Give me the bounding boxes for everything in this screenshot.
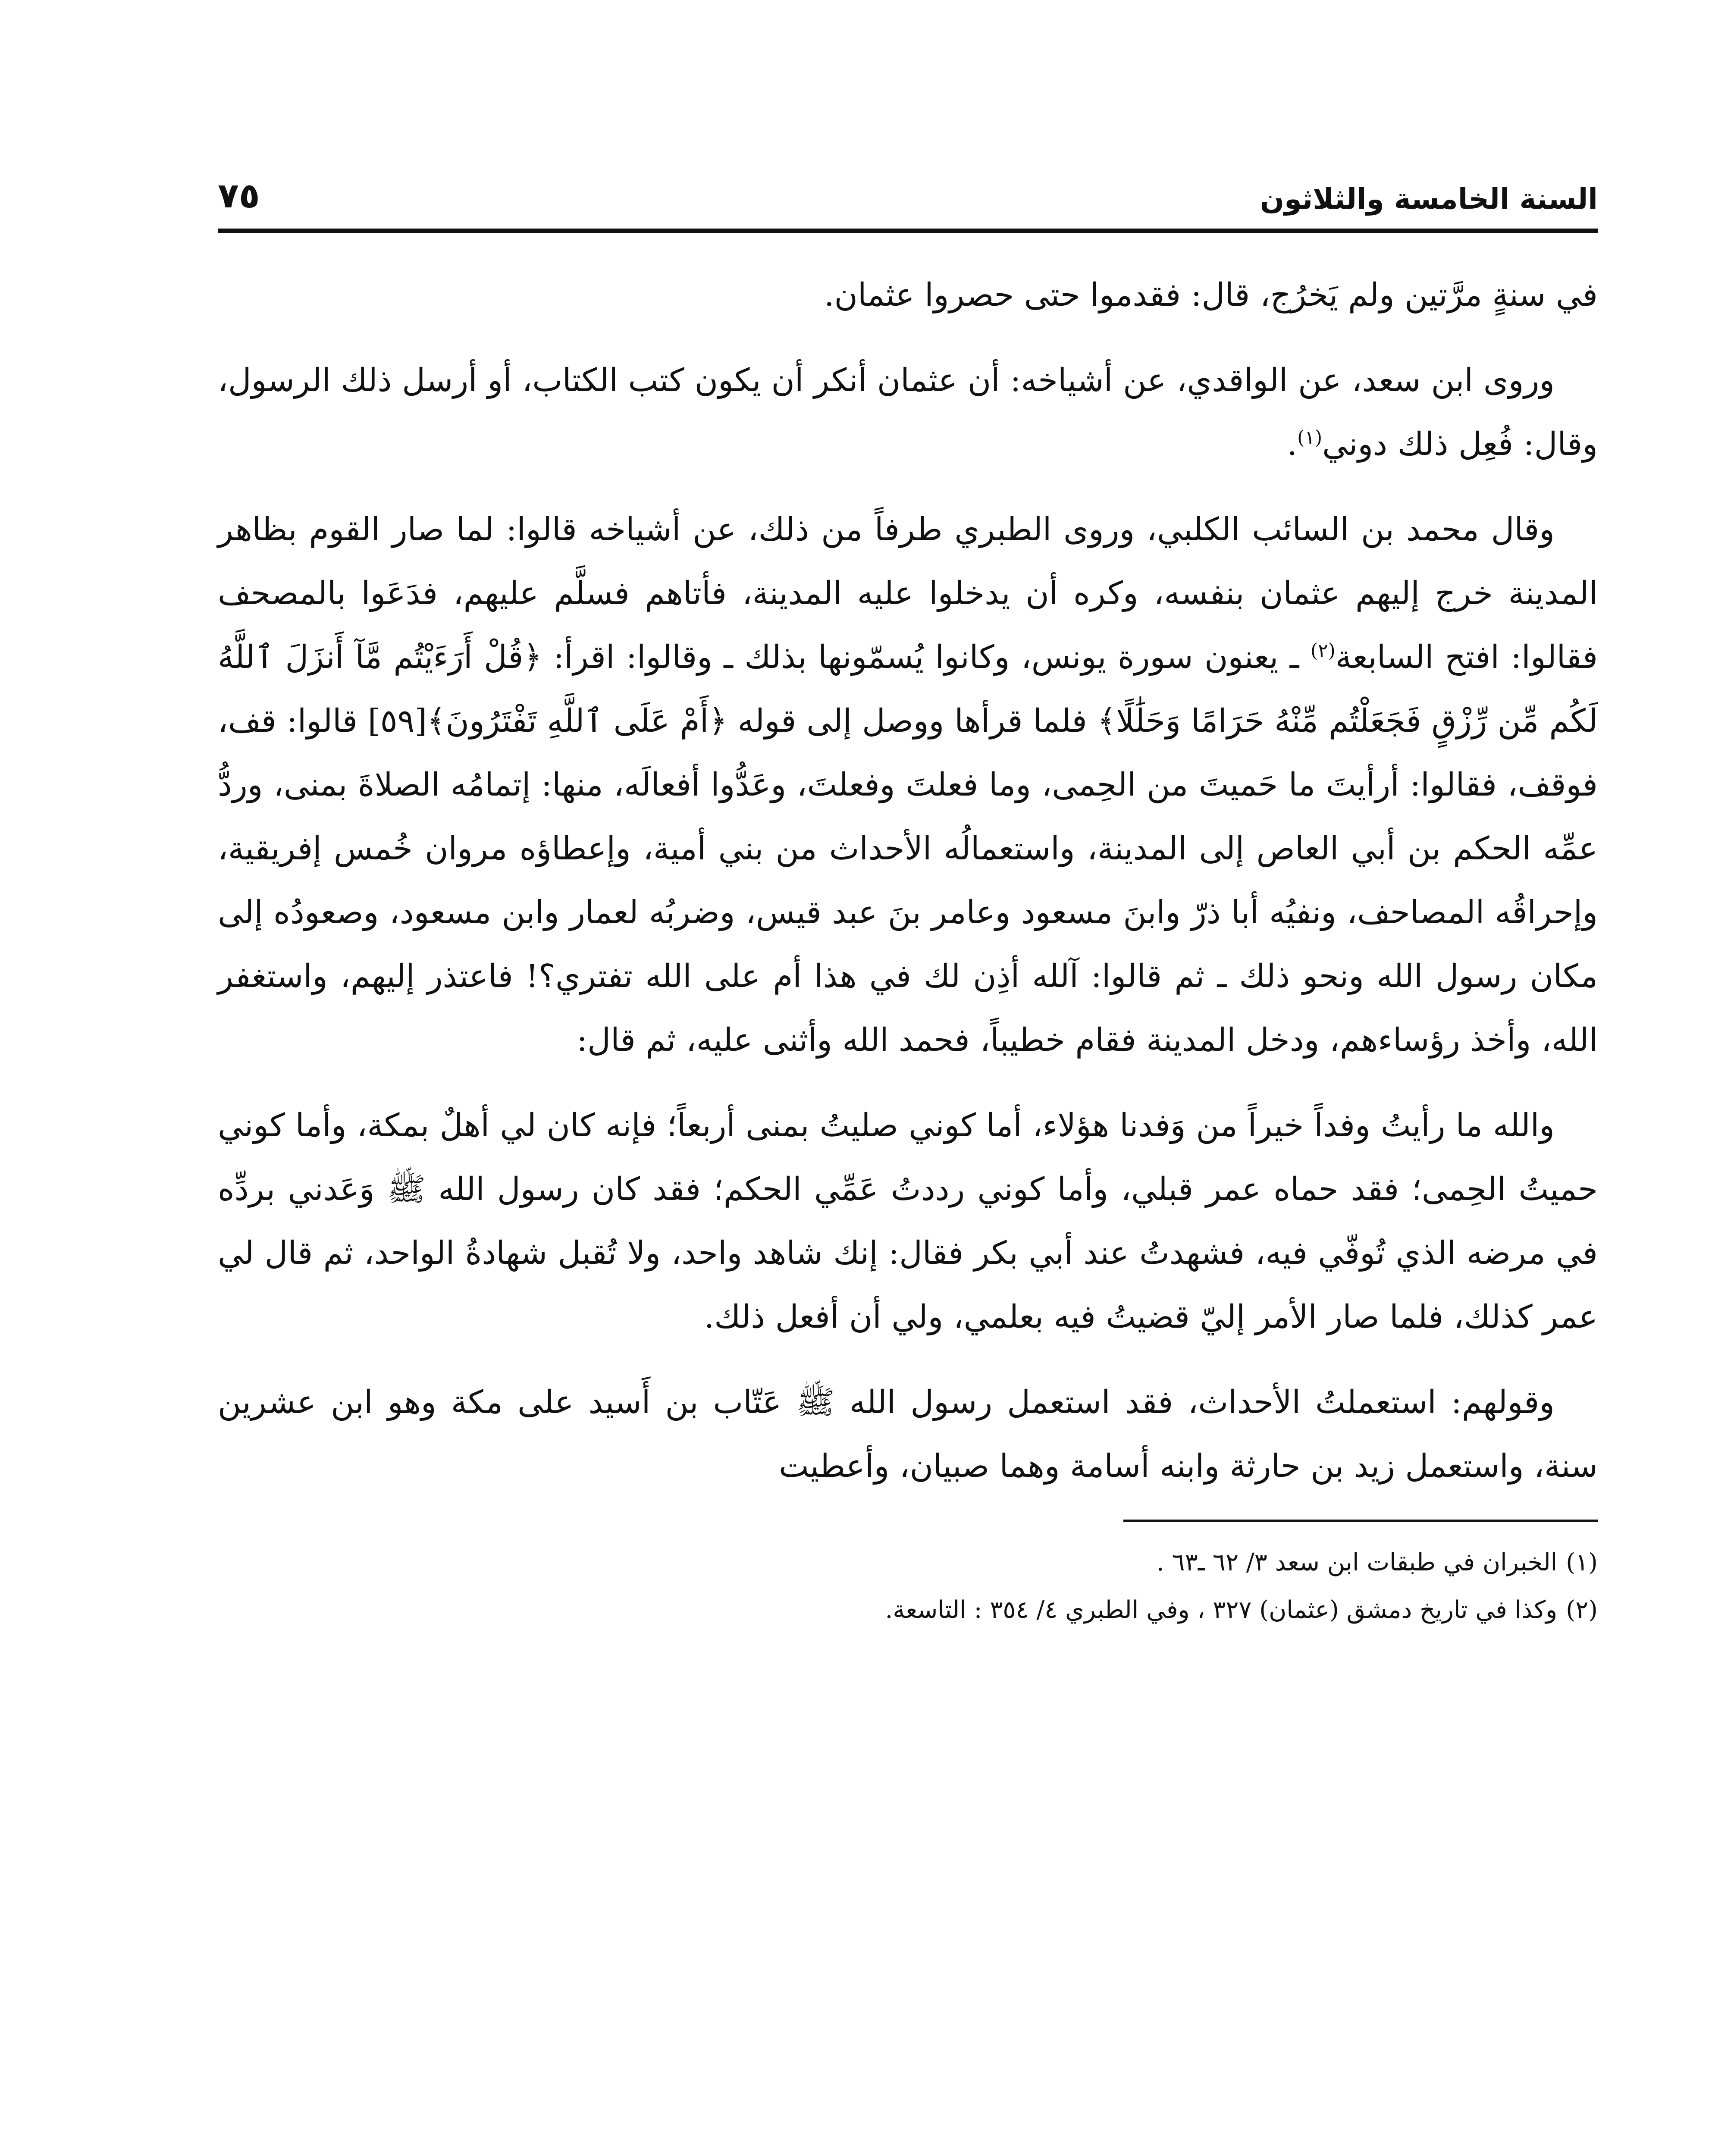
- footnote-1: [218, 1539, 1598, 1586]
- footnote-ref-2[interactable]: (٢): [1310, 639, 1336, 662]
- paragraph-3-text: وقال محمد بن السائب الكلبي، وروى الطبري طرفاً من ذلك، عن أشياخه قالوا: لما صار القوم بظاهر المدينة خرج إليهم عثمان بنفسه، وكره أن يدخلوا عليه المدينة، فأتاهم فسلَّم عليهم، فدَعَوا بالمصحف فقالوا: افتح السابعة: [218, 511, 1598, 676]
- footnote-ref-1[interactable]: (١): [1297, 426, 1323, 449]
- footnotes: [218, 1539, 1598, 1634]
- footnote-2-text: وكذا في تاريخ دمشق (عثمان) ٣٢٧ ، وفي الطبري ٤/ ٣٥٤ : التاسعة.: [885, 1596, 1558, 1624]
- footnote-2: [218, 1586, 1598, 1634]
- paragraph-3-after: ـ يعنون سورة يونس، وكانوا يُسمّونها بذلك ـ وقالوا: اقرأ: ﴿قُلْ أَرَءَيْتُم مَّآ أَنزَلَ ٱللَّهُ لَكُم مِّن رِّزْقٍ فَجَعَلْتُم مِّنْهُ حَرَامًا وَحَلَٰلًا﴾ فلما قرأها ووصل إلى قوله ﴿أَمْ عَلَى ٱللَّهِ تَفْتَرُونَ﴾[٥٩] قالوا: قف، فوقف، فقالوا: أرأيتَ ما حَميتَ من الحِمى، وما فعلتَ وفعلتَ، وعَدُّوا أفعالَه، منها: إتمامُه الصلاةَ بمنى، وردُّ عمِّه الحكم بن أبي العاص إلى المدينة، واستعمالُه الأحداث من بني أمية، وإعطاؤه مروان خُمس إفريقية، وإحراقُه المصاحف، ونفيُه أبا ذرّ وابنَ مسعود وعامر بنَ عبد قيس، وضربُه لعمار وابن مسعود، وصعودُه إلى مكان رسول الله ونحو ذلك ـ ثم قالوا: آلله أذِن لك في هذا أم على الله تفتري؟! فاعتذر إليهم، واستغفر الله، وأخذ رؤساءهم، ودخل المدينة فقام خطيباً، فحمد الله وأثنى عليه، ثم قال:: [218, 639, 1598, 1059]
- body-text: [218, 263, 1598, 1498]
- header-title: السنة الخامسة والثلاثون: [1260, 182, 1598, 216]
- book-page: [218, 164, 1598, 2156]
- paragraph-2-text: وروى ابن سعد، عن الواقدي، عن أشياخه: أن عثمان أنكر أن يكون كتب الكتاب، أو أرسل ذلك الرسول، وقال: فُعِل ذلك دوني: [218, 362, 1598, 463]
- footnote-rule: [1123, 1520, 1598, 1522]
- paragraph-2: [218, 348, 1598, 476]
- paragraph-1-text: في سنةٍ مرَّتين ولم يَخرُج، قال: فقدموا حتى حصروا عثمان.: [824, 276, 1598, 313]
- running-header: [218, 164, 1598, 216]
- footnote-1-number: (١): [1566, 1548, 1598, 1576]
- header-rule: [218, 229, 1598, 233]
- paragraph-5: [218, 1370, 1598, 1498]
- paragraph-3: [218, 498, 1598, 1072]
- paragraph-1: [218, 263, 1598, 327]
- paragraph-5-text: وقولهم: استعملتُ الأحداث، فقد استعمل رسول الله ﷺ عَتّاب بن أَسيد على مكة وهو ابن عشرين سنة، واستعمل زيد بن حارثة وابنه أسامة وهما صبيان، وأعطيت: [218, 1384, 1598, 1485]
- footnote-1-text: الخبران في طبقات ابن سعد ٣/ ٦٢ ـ٦٣ .: [1156, 1548, 1558, 1576]
- paragraph-2-after: .: [1287, 426, 1298, 463]
- paragraph-4-text: والله ما رأيتُ وفداً خيراً من وَفدنا هؤلاء، أما كوني صليتُ بمنى أربعاً؛ فإنه كان لي أهلٌ بمكة، وأما كوني حميتُ الحِمى؛ فقد حماه عمر قبلي، وأما كوني رددتُ عَمِّي الحكم؛ فقد كان رسول الله ﷺ وَعَدني بردِّه في مرضه الذي تُوفّي فيه، فشهدتُ عند أبي بكر فقال: إنك شاهد واحد، ولا تُقبل شهادةُ الواحد، ثم قال لي عمر كذلك، فلما صار الأمر إليّ قضيتُ فيه بعلمي، ولي أن أفعل ذلك.: [218, 1107, 1598, 1335]
- paragraph-4: [218, 1094, 1598, 1349]
- page-number: ٧٥: [218, 175, 260, 216]
- footnote-2-number: (٢): [1566, 1596, 1598, 1624]
